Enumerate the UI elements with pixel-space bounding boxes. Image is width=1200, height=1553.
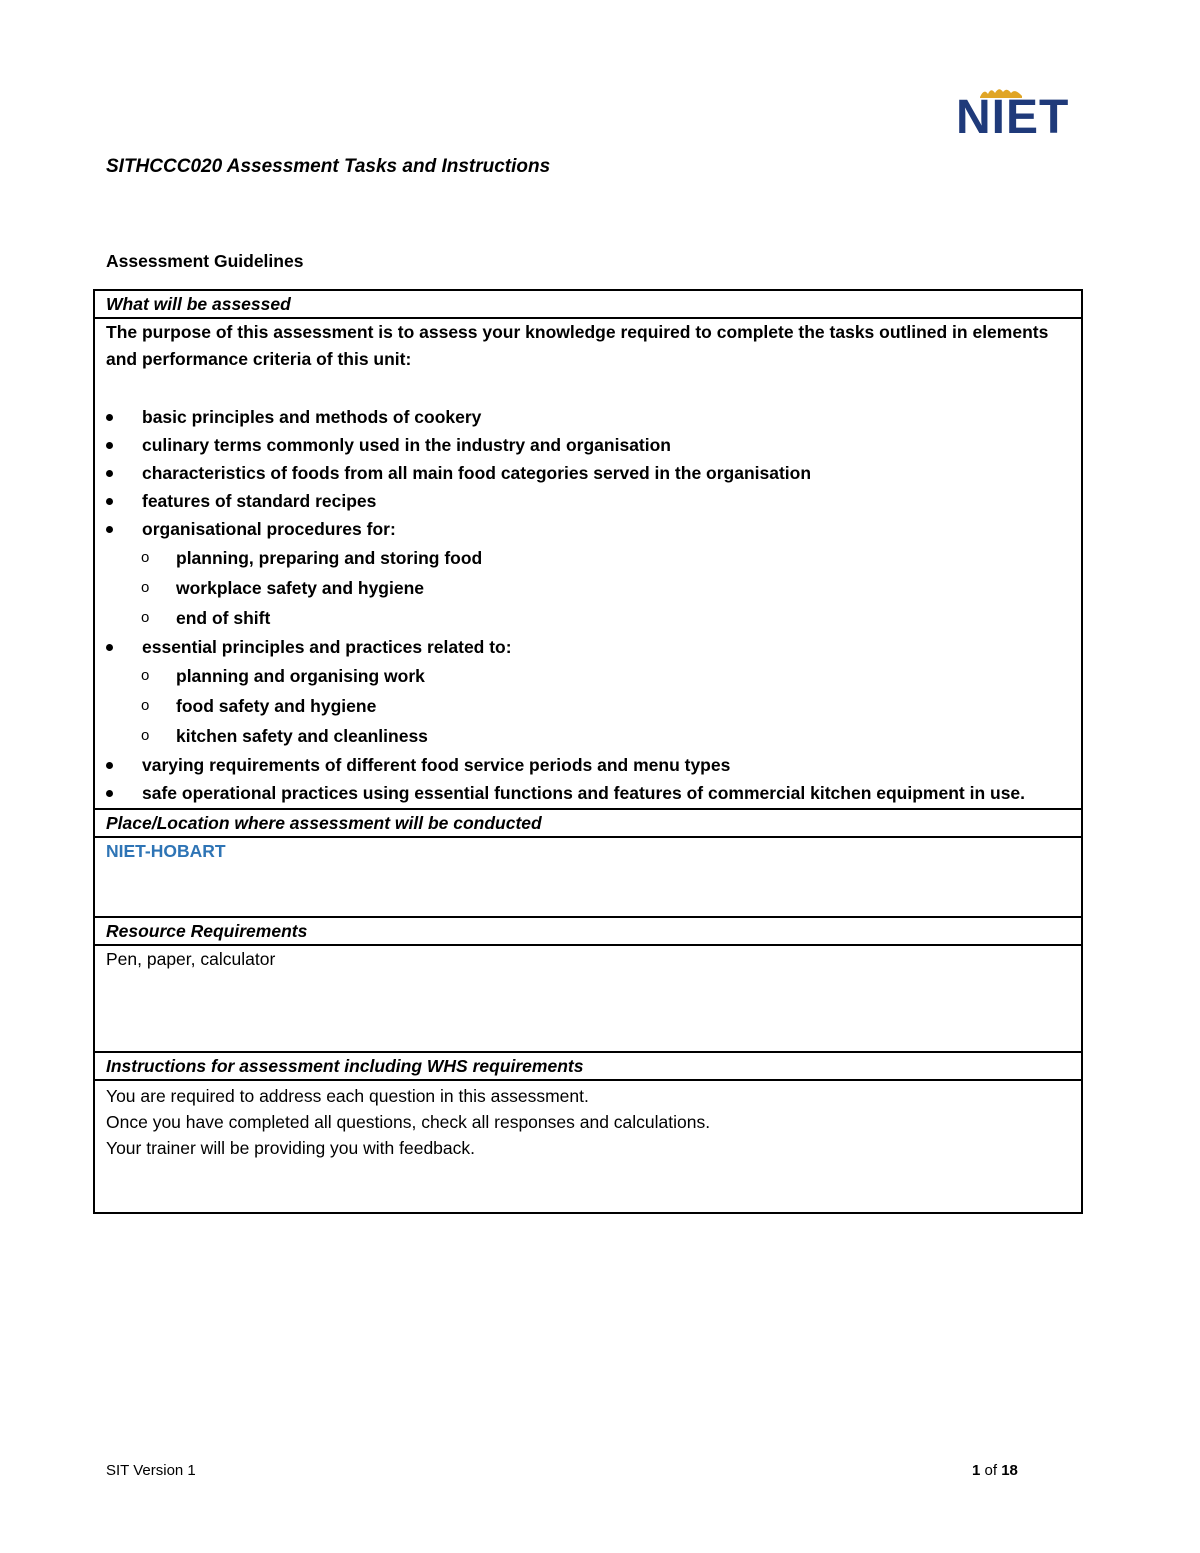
sub-bullet-icon: o [141,579,150,596]
instructions-body [95,1081,1081,1212]
list-item [106,459,1070,487]
bullet-icon [106,790,113,797]
sub-list-item [106,573,1070,603]
bullet-icon [106,498,113,505]
list-item-text: workplace safety and hygiene [176,578,425,598]
list-item-text: planning and organising work [176,666,425,686]
bullet-icon [106,762,113,769]
list-item-text: essential principles and practices related to: [142,637,512,657]
list-item-text: organisational procedures for: [142,519,396,539]
list-item-text: culinary terms commonly used in the industry and organisation [142,435,671,455]
sub-list-item [106,721,1070,751]
list-item [106,515,1070,543]
sub-list-item [106,691,1070,721]
location-value: NIET-HOBART [106,841,226,861]
list-item-text: kitchen safety and cleanliness [176,726,428,746]
sub-bullet-icon: o [141,667,150,684]
bullet-icon [106,442,113,449]
bullet-icon [106,644,113,651]
assessed-intro: The purpose of this assessment is to assess your knowledge required to complete the tasks outlined in elements and performance criteria of this unit: [106,322,1049,369]
bullet-icon [106,526,113,533]
niet-logo [956,86,1096,146]
assessment-guidelines-table [93,289,1083,1214]
list-item [106,487,1070,515]
footer-page-number [972,1462,1018,1479]
resource-value: Pen, paper, calculator [106,949,276,969]
sub-bullet-icon: o [141,609,150,626]
list-item [106,751,1070,779]
instructions-header: Instructions for assessment including WHS requirements [95,1053,1081,1081]
list-item-text: planning, preparing and storing food [176,548,483,568]
sub-bullet-icon: o [141,727,150,744]
list-item-text: basic principles and methods of cookery [142,407,482,427]
resource-header: Resource Requirements [95,918,1081,946]
resource-body [95,946,1081,1053]
list-item [106,779,1070,807]
sub-bullet-icon: o [141,549,150,566]
list-item-text: varying requirements of different food service periods and menu types [142,755,731,775]
assessed-header: What will be assessed [95,291,1081,319]
assessed-list [106,403,1070,807]
instructions-line: Once you have completed all questions, check all responses and calculations. [106,1112,711,1132]
list-item-text: food safety and hygiene [176,696,377,716]
page-total: 18 [1001,1462,1018,1479]
location-body [95,838,1081,918]
list-item-text: features of standard recipes [142,491,377,511]
logo-text: NIET [956,91,1070,144]
bullet-icon [106,414,113,421]
document-title: SITHCCC020 Assessment Tasks and Instructions [106,156,551,177]
sub-list-item [106,661,1070,691]
list-item-text: end of shift [176,608,271,628]
instructions-line: You are required to address each question in this assessment. [106,1086,589,1106]
list-item [106,403,1070,431]
list-item-text: safe operational practices using essential functions and features of commercial kitchen equipment in use. [142,783,1026,803]
assessed-body [95,319,1081,810]
list-item [106,431,1070,459]
list-item-text: characteristics of foods from all main food categories served in the organisation [142,463,812,483]
sub-bullet-icon: o [141,697,150,714]
page-of: of [984,1462,998,1479]
bullet-icon [106,470,113,477]
list-item [106,633,1070,661]
location-header: Place/Location where assessment will be conducted [95,810,1081,838]
footer-version: SIT Version 1 [106,1462,196,1479]
section-heading: Assessment Guidelines [106,251,304,271]
page-current: 1 [972,1462,981,1479]
sub-list-item [106,603,1070,633]
instructions-line: Your trainer will be providing you with feedback. [106,1138,476,1158]
sub-list-item [106,543,1070,573]
